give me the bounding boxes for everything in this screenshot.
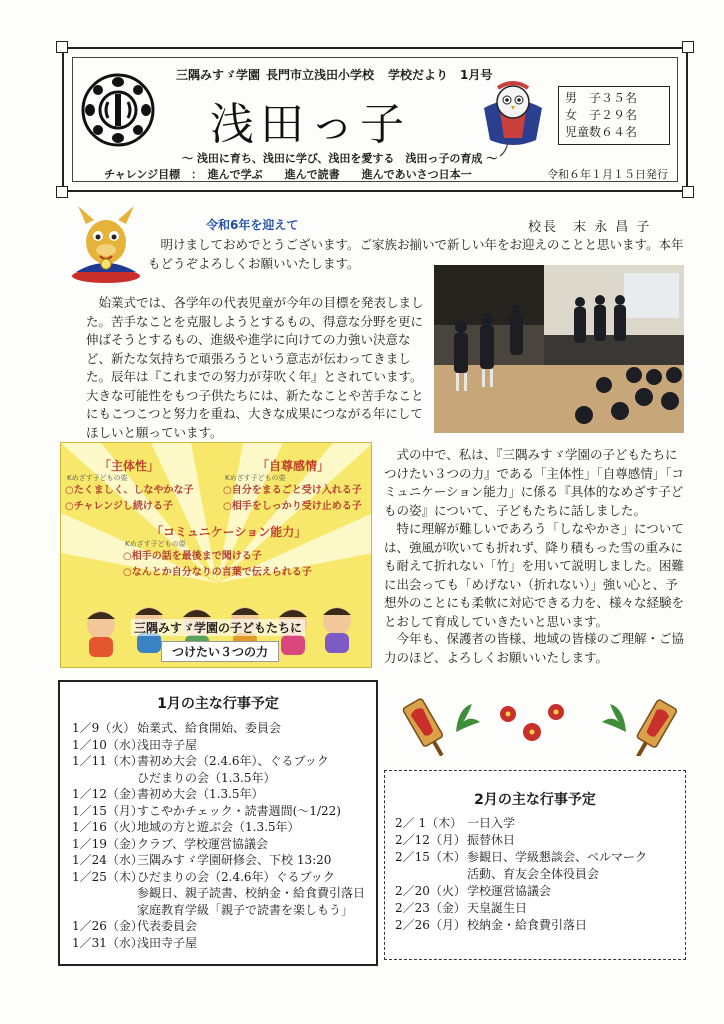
greeting-title: 令和6年を迎えて	[206, 218, 299, 232]
schedule-event: 参観日、親子読書、校納金・給食費引落日	[137, 886, 366, 900]
greeting-paragraph-5: 今年も、保護者の皆様、地域の皆様のご理解・ご協力のほど、よろしくお願いいたします。	[384, 631, 685, 665]
poster-footer-line-1: 三隅みすゞ学園の子どもたちに	[131, 619, 305, 636]
schedule-date: 1／19（金）	[72, 836, 143, 851]
schedule-event: 学校運営協議会	[467, 884, 552, 898]
schedule-event: 校納金・給食費引落日	[467, 918, 588, 932]
schedule-date: 1／24（水）	[72, 853, 143, 867]
frame-corner	[682, 41, 694, 53]
ceremony-photo	[434, 265, 684, 433]
schedule-event: 浅田寺子屋	[137, 935, 198, 950]
schedule-date: 1／10（水）	[72, 737, 143, 752]
schedule-event: すこやかチェック・読書週間(～1/22)	[137, 803, 341, 818]
schedule-row	[395, 917, 685, 934]
ability-1-list	[65, 483, 194, 515]
schedule-row	[395, 883, 685, 900]
schedule-row	[72, 918, 376, 935]
issue-label: 1月号	[460, 68, 493, 82]
schedule-date: 1／12（金）	[72, 787, 143, 801]
school-motto: ～ 浅田に育ち、浅田に学び、浅田を愛する 浅田っ子の育成 ～	[182, 152, 498, 165]
frame-corner	[682, 186, 694, 198]
schedule-date: 2／26（月）	[395, 918, 466, 932]
schedule-date: 2／23（金）	[395, 901, 466, 915]
january-schedule-list	[60, 720, 376, 951]
ability-2-title: 「自尊感情」	[257, 459, 330, 473]
school-line-1: 三隅みすゞ学園	[176, 68, 261, 82]
schedule-event: ひだまりの会（1.3.5年）	[137, 770, 276, 785]
schedule-event: 一日入学	[467, 816, 516, 830]
new-year-decoration-icon	[396, 692, 686, 756]
schedule-row	[72, 852, 376, 869]
schedule-date: 1／25（木）	[72, 869, 143, 884]
ability-1-item: ○チャレンジし続ける子	[65, 501, 173, 512]
schedule-row	[395, 866, 685, 883]
stat-boys: 男 子３５名	[565, 91, 638, 105]
schedule-row	[395, 815, 685, 832]
schedule-event: 天皇誕生日	[467, 901, 528, 915]
principal-name: 校長 末 永 昌 子	[528, 220, 652, 235]
schedule-event: 代表委員会	[137, 919, 198, 933]
ability-3-item: ○なんとか自分なりの言葉で伝えられる子	[123, 567, 312, 578]
schedule-date: 2／15（木）	[395, 850, 466, 864]
schedule-date: 2／20（火）	[395, 884, 466, 898]
dragon-mascot-icon	[68, 202, 144, 284]
schedule-row	[395, 900, 685, 917]
schedule-date: 1／31（水）	[72, 935, 143, 950]
schedule-row	[72, 786, 376, 803]
schedule-row	[72, 836, 376, 853]
schedule-row	[395, 849, 685, 866]
greeting-paragraph-4: 特に理解が難しいであろう「しなやかさ」については、強風が吹いても折れず、降り積もった雪の重みにも耐えて折れない「竹」を用いて説明しました。困難に出会っても「めげない（折れない）」強い心と、予想外のことにも柔軟に対応できる力を、様々な経験をとおして育成していきたいと思います。	[384, 521, 685, 629]
schedule-row	[72, 770, 376, 787]
school-line-2: 長門市立浅田小学校	[266, 68, 375, 82]
february-schedule-box	[384, 770, 686, 960]
schedule-row	[72, 720, 376, 737]
schedule-event: 振替休日	[467, 833, 516, 847]
ability-1-title: 「主体性」	[99, 459, 160, 473]
schedule-event: ひだまりの会（2.4.6年）ぐるブック	[137, 869, 335, 884]
ability-3-title: 「コミュニケーション能力」	[151, 525, 307, 539]
school-emblem-icon	[80, 72, 156, 148]
february-schedule-list	[385, 815, 685, 934]
ability-3-item: ○相手の話を最後まで聞ける子	[123, 551, 262, 562]
ability-3-list	[123, 549, 312, 581]
enrollment-stats	[558, 86, 670, 145]
schedule-row	[72, 803, 376, 820]
january-schedule-title: 1月の主な行事予定	[157, 696, 279, 712]
schedule-event: 始業式、給食開始、委員会	[137, 721, 282, 735]
newsletter-label: 学校だより	[388, 68, 449, 82]
schedule-row	[72, 885, 376, 902]
schedule-event: 書初め大会（1.3.5年）	[137, 787, 264, 801]
schedule-row	[72, 737, 376, 754]
schedule-event: 浅田寺子屋	[137, 737, 198, 752]
ability-2-item: ○自分をまるごと受け入れる子	[223, 485, 362, 496]
challenge-goals: チャレンジ目標 ： 進んで学ぶ 進んで読書 進んであいさつ日本一	[104, 168, 472, 181]
ability-3-subtitle: Kめざす子どもの姿	[125, 540, 186, 548]
schedule-date: 1／15（月）	[72, 803, 143, 818]
ability-2-item: ○相手をしっかり受け止める子	[223, 501, 362, 512]
stat-girls: 女 子２９名	[565, 108, 638, 122]
schedule-row	[395, 832, 685, 849]
schedule-row	[72, 819, 376, 836]
three-abilities-poster	[60, 442, 372, 668]
greeting-paragraph-1: 明けましておめでとうございます。ご家族お揃いで新しい年をお迎えのことと思います。本年もどうぞよろしくお願いいたします。	[148, 237, 684, 271]
ability-1-item: ○たくましく、しなやかな子	[65, 485, 194, 496]
schedule-date: 1／11（木）	[72, 754, 143, 768]
schedule-event: 活動、育友会全体役員会	[467, 867, 600, 881]
poster-footer-line-2: つけたい３つの力	[161, 641, 279, 662]
ability-1-subtitle: Kめざす子どもの姿	[67, 474, 128, 482]
frame-corner	[56, 41, 68, 53]
schedule-row	[72, 869, 376, 886]
schedule-date: 2／12（月）	[395, 833, 466, 847]
greeting-paragraph-3: 式の中で、私は、『三隅みすゞ学園の子どもたちにつけたい３つの力』である「主体性」「自尊感情」「コミュニケーション能力」に係る『具体的なめざす子どもの姿』について、子どもたちに話しました。	[384, 447, 685, 518]
schedule-date: 1／16（火）	[72, 820, 143, 834]
schedule-event: 三隅みすゞ学園研修会、下校 13:20	[137, 853, 332, 867]
issue-date: 令和６年１月１５日発行	[547, 168, 668, 181]
ability-2-list	[223, 483, 362, 515]
january-schedule-box	[58, 680, 378, 966]
schedule-row	[72, 935, 376, 952]
greeting-paragraph-2: 始業式では、各学年の代表児童が今年の目標を発表しました。苦手なことを克服しようとするもの、得意な分野を更に伸ばそうとするもの、進級や進学に向けての力強い決意など、新たな気持ちで頑張ろうという意志が伝わってきました。辰年は『これまでの努力が芽吹く年』とされています。大きな可能性をもつ子供たちには、新たなことや苦手なことにもこつこつと努力を重ね、大きな成果につながる年にしてほしいと願っています。	[86, 295, 424, 440]
owl-kite-mascot-icon	[478, 78, 548, 158]
ability-2-subtitle: Kめざす子どもの姿	[225, 474, 286, 482]
schedule-event: クラブ、学校運営協議会	[137, 836, 269, 851]
stat-total: 児童数６４名	[565, 125, 638, 139]
schedule-event: 書初め大会（2.4.6年）、ぐるブック	[137, 754, 329, 768]
frame-corner	[56, 186, 68, 198]
february-schedule-title: 2月の主な行事予定	[474, 792, 596, 808]
schedule-date: 2／ 1（木）	[395, 816, 463, 830]
schedule-event: 地域の方と遊ぶ会（1.3.5年）	[137, 820, 300, 834]
schedule-event: 参観日、学級懇談会、ベルマーク	[467, 850, 648, 864]
masthead-title: 浅田っ子	[210, 99, 410, 150]
schedule-row	[72, 902, 376, 919]
schedule-date: 1／9（火）	[72, 721, 136, 735]
schedule-date: 1／26（金）	[72, 919, 143, 933]
schedule-event: 家庭教育学級「親子で読書を楽しもう」	[137, 902, 354, 917]
schedule-row	[72, 753, 376, 770]
